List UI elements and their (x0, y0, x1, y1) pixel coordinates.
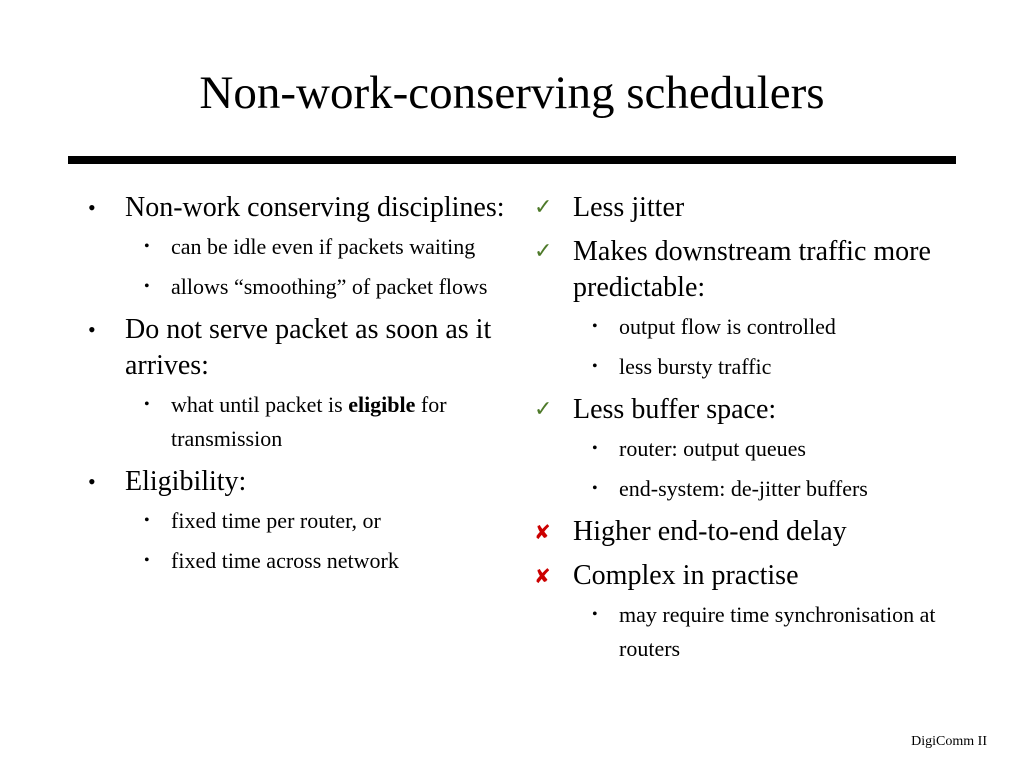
sub-list (86, 230, 506, 304)
bullet-icon: • (88, 469, 96, 494)
bullet-icon: • (592, 318, 598, 335)
bullet-icon: • (144, 396, 150, 413)
check-icon: ✓ (534, 239, 553, 264)
left-column (86, 190, 506, 586)
item-text: Less buffer space: (573, 394, 777, 425)
sub-list (86, 388, 506, 456)
list-item (534, 234, 974, 384)
cross-icon: ✘ (534, 564, 551, 588)
sub-list (534, 598, 974, 666)
bullet-icon: • (144, 278, 150, 295)
list-item (534, 514, 974, 550)
list-item (86, 312, 506, 456)
sub-list-item (86, 388, 506, 456)
sub-item-text-after: for transmission (171, 392, 447, 451)
sub-list-item (534, 432, 974, 466)
sub-list (534, 432, 974, 506)
slide-title: Non-work-conserving schedulers (199, 67, 825, 119)
sub-list-item (534, 350, 974, 384)
sub-item-text-before: what until packet is (171, 392, 349, 417)
item-text: Makes downstream traffic more predictable: (573, 236, 931, 303)
list-item (534, 190, 974, 226)
eligible-emphasis: eligible (348, 392, 416, 417)
item-text: Higher end-to-end delay (573, 516, 847, 547)
sub-list-item (534, 598, 974, 666)
check-icon: ✓ (534, 397, 553, 422)
sub-list-item (86, 270, 506, 304)
item-text: Less jitter (573, 192, 685, 223)
bullet-icon: • (88, 195, 96, 220)
check-icon: ✓ (534, 195, 553, 220)
sub-item-text: may require time synchronisation at routers (619, 602, 936, 661)
sub-list-item (86, 544, 506, 578)
bullet-icon: • (592, 480, 598, 497)
bullet-icon: • (592, 606, 598, 623)
list-item (534, 392, 974, 506)
bullet-icon: • (144, 552, 150, 569)
item-text: Non-work conserving disciplines: (125, 192, 505, 223)
slide-footer: DigiComm II (911, 734, 987, 749)
item-text: Eligibility: (125, 466, 247, 497)
list-item (86, 464, 506, 578)
bullet-icon: • (592, 440, 598, 457)
item-text: Do not serve packet as soon as it arrives: (125, 314, 492, 381)
cross-icon: ✘ (534, 520, 551, 544)
sub-item-text: output flow is controlled (619, 314, 836, 339)
sub-item-text: fixed time per router, or (171, 508, 381, 533)
title-divider (68, 156, 956, 164)
sub-item-text: less bursty traffic (619, 354, 772, 379)
list-item (86, 190, 506, 304)
right-column (534, 190, 974, 674)
sub-list-item (534, 310, 974, 344)
sub-item-text: end-system: de-jitter buffers (619, 476, 868, 501)
sub-list-item (86, 230, 506, 264)
bullet-icon: • (592, 358, 598, 375)
sub-list (86, 504, 506, 578)
list-item (534, 558, 974, 666)
sub-item-text: fixed time across network (171, 548, 399, 573)
item-text: Complex in practise (573, 560, 799, 591)
sub-list (534, 310, 974, 384)
sub-item-text: router: output queues (619, 436, 806, 461)
bullet-icon: • (88, 317, 96, 342)
sub-list-item (86, 504, 506, 538)
bullet-icon: • (144, 512, 150, 529)
sub-item-text: allows “smoothing” of packet flows (171, 274, 488, 299)
bullet-icon: • (144, 238, 150, 255)
sub-list-item (534, 472, 974, 506)
sub-item-text: can be idle even if packets waiting (171, 234, 476, 259)
